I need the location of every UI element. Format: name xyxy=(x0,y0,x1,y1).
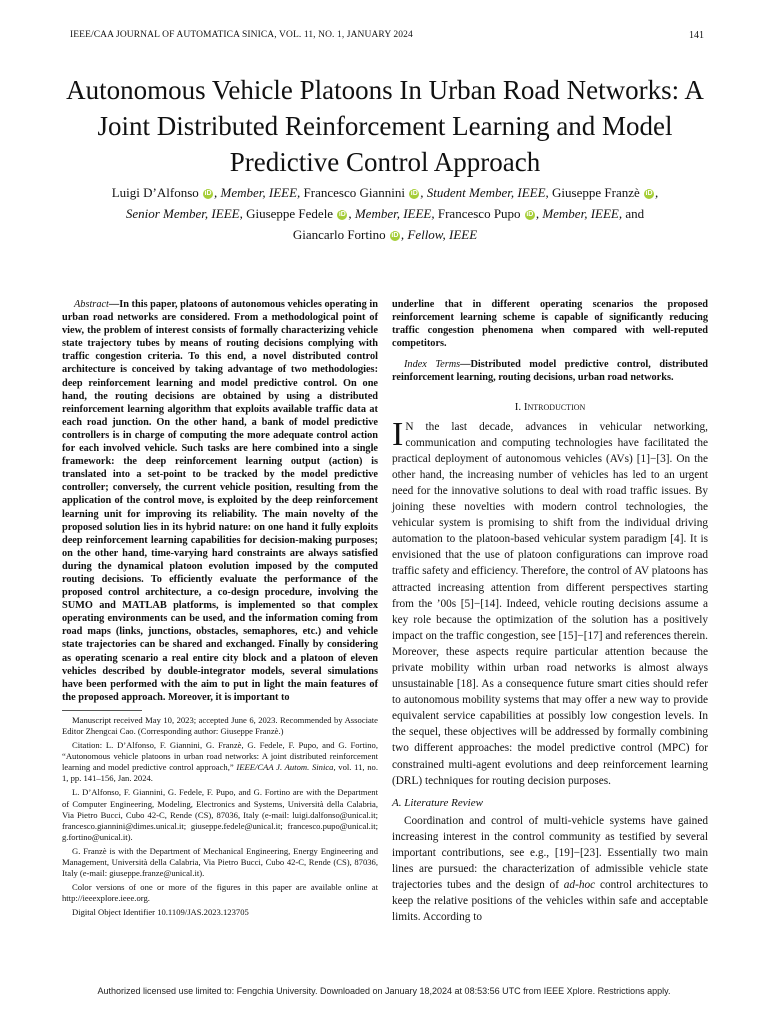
author-role: , Student Member, IEEE, xyxy=(420,185,549,200)
footnote-doi: Digital Object Identifier 10.1109/JAS.2023.123705 xyxy=(72,907,249,918)
author-name: Luigi D’Alfonso xyxy=(111,185,199,200)
orcid-icon[interactable]: iD xyxy=(204,190,212,197)
author-name: Francesco Pupo xyxy=(437,206,521,221)
footnote-affiliation: L. D’Alfonso, F. Giannini, G. Fedele, F. Pupo, and G. Fortino are with the Department of Computer Engineering, Modeling, Electronics and Systems, Università della Calabria, Via Pietro Bucci, Cubo 42-C, Rende (CS), 87036, Italy (e-mail: luigi.dalfonso@unical.it; francesco.giannini@dimes.unical.it; giuseppe.fedele@unical.it; francesco.pupo@unical.it; g.fortino@unical.it). xyxy=(62,787,378,842)
citation-details: , vol. 11, no. 1, pp. 141–156, Jan. 2024. xyxy=(62,762,378,784)
author-role: , Fellow, IEEE xyxy=(400,227,478,242)
left-column xyxy=(62,298,378,922)
right-column xyxy=(392,298,708,925)
author-name: Giuseppe Fedele xyxy=(246,206,334,221)
literature-emphasis: ad-hoc xyxy=(563,879,596,892)
author-conjunction: and xyxy=(625,206,645,221)
orcid-icon[interactable]: iD xyxy=(410,190,418,197)
section-heading: I. Introduction xyxy=(514,400,586,413)
literature-text: Coordination and control of multi-vehicle systems have gained increasing interest in the control community as testified by several important contributions, see e.g., [19]−[23]. Essentially two main lines are pursued: the characterization of admissible vehicle state trajectories tubes and the design of xyxy=(392,814,708,892)
author-role: , Member, IEEE, xyxy=(348,206,435,221)
index-terms-text: —Distributed model predictive control, distributed reinforcement learning, routing decisions, urban road networks. xyxy=(392,359,708,384)
author-role: , Member, IEEE, xyxy=(214,185,301,200)
subsection-heading: A. Literature Review xyxy=(392,796,483,809)
literature-text-end: control architectures to keep the relative positions of the vehicles within safe and acceptable limits. According to xyxy=(392,879,709,924)
orcid-icon[interactable]: iD xyxy=(338,211,346,218)
author-list xyxy=(100,182,670,245)
abstract xyxy=(62,298,378,704)
abstract-lead: Abstract xyxy=(74,299,109,310)
author-role: , Senior Member, IEEE, xyxy=(125,185,659,221)
footnote-affiliation: G. Franzè is with the Department of Mechanical Engineering, Energy Engineering and Management, Università della Calabria, Via Pietro Bucci, Cubo 42-C, Rende (CS), 87036, Italy (e-mail: giuseppe.franze@unical.it). xyxy=(62,845,378,879)
index-terms-lead: Index Terms xyxy=(404,359,461,371)
author-name: Giuseppe Franzè xyxy=(552,185,640,200)
author-role: , Member, IEEE, xyxy=(535,206,623,221)
download-notice: Authorized licensed use limited to: Fengchia University. Downloaded on January 18,2024 at 08:53:56 UTC from IEEE Xplore. Restrictions apply. xyxy=(97,986,671,996)
footnote-rule xyxy=(62,710,142,711)
abstract-text: —In this paper, platoons of autonomous vehicles operating in urban road networks are considered. From a methodological point of view, the problem of interest consists of formally characterizing vehicle state trajectory tubes by means of routing decisions complying with traffic congestion criteria. To this end, a novel distributed control architecture is conceived by taking advantage of two methodologies: deep reinforcement learning and model predictive control. On one hand, the routing decisions are obtained by using a distributed reinforcement learning algorithm that exploits available traffic data at each road junction. On the other hand, a bank of model predictive controllers is in charge of computing the more adequate control action for each involved vehicle. Such tasks are here combined into a single framework: the deep reinforcement learning output (action) is translated into a set-point to be tracked by the model predictive controller; conversely, the current vehicle position, resulting from the application of the control move, is exploited by the deep reinforcement learning unit for improving its reliability. The main novelty of the proposed solution lies in its hybrid nature: on one hand it fully exploits deep reinforcement learning capabilities for decision-making purposes; on the other hand, time-varying hard constraints are always satisfied during the dynamical platoon evolution imposed by the computed routing decisions. To efficiently evaluate the performance of the proposed control architecture, a co-design procedure, involving the SUMO and MATLAB platforms, is implemented so that complex operating environments can be used, and the information coming from road maps (links, junctions, obstacles, semaphores, etc.) and vehicle state trajectories can be shared and exchanged. Finally by considering as operating scenario a real entire city block and a platoon of eleven vehicles described by double-integrator models, several simulations have been performed with the aim to put in light the main features of the proposed approach. Moreover, it is important to xyxy=(62,299,378,703)
index-terms xyxy=(392,358,708,384)
abstract-continuation: underline that in different operating scenarios the proposed reinforcement learning scheme is capable of significantly reducing traffic congestion phenomena when compared with well-reputed competitors. xyxy=(392,299,708,350)
citation-text: Citation: L. D’Alfonso, F. Giannini, G. Franzè, G. Fedele, F. Pupo, and G. Fortino, “Autonomous vehicle platoons in urban road networks: A joint distributed reinforcement learning and model predictive control approach,” xyxy=(62,740,378,773)
paper-title: Autonomous Vehicle Platoons In Urban Road Networks: A Joint Distributed Reinforcement Learning and Model Predictive Control Approach xyxy=(66,75,704,177)
footnote-received: Manuscript received May 10, 2023; accepted June 6, 2023. Recommended by Associate Editor Zhengcai Cao. (Corresponding author: Giuseppe Franzè.) xyxy=(62,714,378,736)
author-name: Giancarlo Fortino xyxy=(292,227,386,242)
page-number: 141 xyxy=(689,30,704,41)
literature-paragraph xyxy=(392,813,708,926)
orcid-icon[interactable]: iD xyxy=(391,232,399,239)
intro-paragraph-text: N the last decade, advances in vehicular networking, communication and computing technologies have facilitated the practical deployment of autonomous vehicles (AVs) [1]−[3]. On the other hand, the increasing number of vehicles has led to an urgent need for the innovative solutions to deal with road traffic issues. By joining these novelties with modern control technologies, the vehicular system is promising to shift from the individual driving automation to the platoon-based vehicular system paradigm [4]. It is envisioned that the use of platoon configurations can improve road traffic safety and efficiency. Therefore, the control of AV platoons has attracted increasing attention from different perspectives starting from the ’00s [5]−[14]. Indeed, vehicle routing decisions assume a key role because the optimization of the solution has a positively impact on the traffic congestion, see [15]−[17] and references therein. Moreover, these aspects require particular attention because the private mobility within urban road networks is almost always unsustainable [18]. As a consequence future smart cities should refer to autonomous mobility systems that may offer a new way to provide equivalent service capabilities at possibly low congestion levels. In the sequel, these objectives will be addressed by formally combining two different approaches: the model predictive control (MPC) for constrained multi-agent evolutions and deep reinforcement learning (DRL) techniques for routing decision purposes. xyxy=(392,420,708,787)
intro-paragraph xyxy=(392,415,708,789)
footnote-color-versions: Color versions of one or more of the figures in this paper are available online at http://ieeexplore.ieee.org. xyxy=(62,882,378,904)
drop-cap: I xyxy=(392,415,404,453)
orcid-icon[interactable]: iD xyxy=(645,190,653,197)
author-name: Francesco Giannini xyxy=(303,185,405,200)
orcid-icon[interactable]: iD xyxy=(526,211,534,218)
footnote-citation xyxy=(62,740,378,784)
citation-journal: IEEE/CAA J. Autom. Sinica xyxy=(236,762,334,773)
running-header-journal: IEEE/CAA JOURNAL OF AUTOMATICA SINICA, VOL. 11, NO. 1, JANUARY 2024 xyxy=(70,30,413,40)
